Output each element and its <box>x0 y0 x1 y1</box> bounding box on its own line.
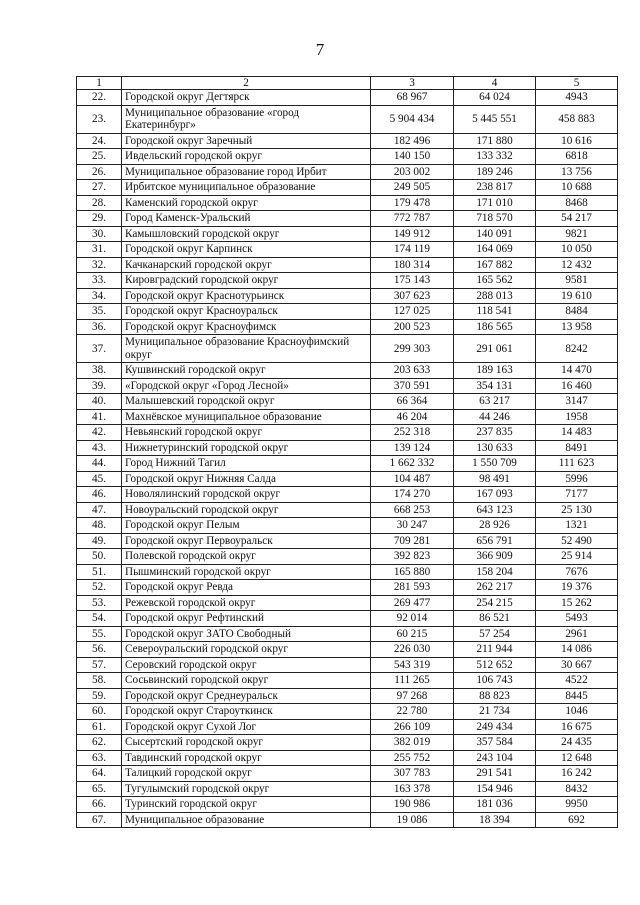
value-col-4: 18 394 <box>454 812 536 828</box>
row-number: 29. <box>77 211 122 227</box>
value-col-4: 189 246 <box>454 164 536 180</box>
value-col-4: 238 817 <box>454 180 536 196</box>
municipality-name: Городской округ Ревда <box>122 580 371 596</box>
table-row <box>77 735 618 751</box>
municipality-name: Ивдельский городской округ <box>122 149 371 165</box>
value-col-5: 9581 <box>536 273 618 289</box>
table-row <box>77 533 618 549</box>
value-col-3: 174 119 <box>371 242 454 258</box>
value-col-5: 1046 <box>536 704 618 720</box>
municipality-name: Городской округ Дегтярск <box>122 90 371 106</box>
municipality-name: Новоуральский городской округ <box>122 502 371 518</box>
row-number: 54. <box>77 611 122 627</box>
value-col-5: 25 130 <box>536 502 618 518</box>
row-number: 55. <box>77 626 122 642</box>
municipality-name: Муниципальное образование город Ирбит <box>122 164 371 180</box>
table-row <box>77 673 618 689</box>
value-col-4: 57 254 <box>454 626 536 642</box>
table-row <box>77 180 618 196</box>
value-col-4: 21 734 <box>454 704 536 720</box>
value-col-4: 154 946 <box>454 781 536 797</box>
value-col-4: 164 069 <box>454 242 536 258</box>
value-col-3: 60 215 <box>371 626 454 642</box>
row-number: 38. <box>77 363 122 379</box>
row-number: 52. <box>77 580 122 596</box>
row-number: 61. <box>77 719 122 735</box>
municipality-name: Новолялинский городской округ <box>122 487 371 503</box>
value-col-4: 1 550 709 <box>454 456 536 472</box>
value-col-3: 190 986 <box>371 797 454 813</box>
value-col-3: 180 314 <box>371 257 454 273</box>
value-col-3: 382 019 <box>371 735 454 751</box>
value-col-5: 8242 <box>536 335 618 363</box>
value-col-3: 139 124 <box>371 440 454 456</box>
table-row <box>77 518 618 534</box>
value-col-4: 643 123 <box>454 502 536 518</box>
value-col-3: 182 496 <box>371 133 454 149</box>
value-col-3: 68 967 <box>371 90 454 106</box>
value-col-4: 140 091 <box>454 226 536 242</box>
value-col-3: 392 823 <box>371 549 454 565</box>
value-col-5: 19 610 <box>536 288 618 304</box>
table-row <box>77 766 618 782</box>
value-col-3: 709 281 <box>371 533 454 549</box>
table-row <box>77 304 618 320</box>
municipality-name: Городской округ Пелым <box>122 518 371 534</box>
value-col-4: 64 024 <box>454 90 536 106</box>
table-row <box>77 704 618 720</box>
value-col-5: 54 217 <box>536 211 618 227</box>
header-cell: 5 <box>536 77 618 90</box>
value-col-3: 255 752 <box>371 750 454 766</box>
header-cell: 4 <box>454 77 536 90</box>
table-row <box>77 288 618 304</box>
value-col-4: 171 880 <box>454 133 536 149</box>
table-row <box>77 211 618 227</box>
value-col-3: 140 150 <box>371 149 454 165</box>
value-col-4: 167 093 <box>454 487 536 503</box>
value-col-4: 254 215 <box>454 595 536 611</box>
row-number: 62. <box>77 735 122 751</box>
row-number: 60. <box>77 704 122 720</box>
value-col-5: 9950 <box>536 797 618 813</box>
row-number: 30. <box>77 226 122 242</box>
value-col-4: 106 743 <box>454 673 536 689</box>
value-col-3: 299 303 <box>371 335 454 363</box>
municipality-name: Городской округ Карпинск <box>122 242 371 258</box>
value-col-3: 104 487 <box>371 471 454 487</box>
value-col-3: 66 364 <box>371 394 454 410</box>
table-row <box>77 105 618 133</box>
value-col-5: 25 914 <box>536 549 618 565</box>
header-cell: 1 <box>77 77 122 90</box>
value-col-5: 8484 <box>536 304 618 320</box>
municipality-name: Камышловский городской округ <box>122 226 371 242</box>
value-col-4: 291 061 <box>454 335 536 363</box>
table-row <box>77 133 618 149</box>
table-row <box>77 363 618 379</box>
municipality-name: Городской округ Рефтинский <box>122 611 371 627</box>
municipality-name: Невьянский городской округ <box>122 425 371 441</box>
row-number: 39. <box>77 378 122 394</box>
table-row <box>77 394 618 410</box>
value-col-4: 88 823 <box>454 688 536 704</box>
value-col-3: 175 143 <box>371 273 454 289</box>
table-row <box>77 502 618 518</box>
value-col-5: 1958 <box>536 409 618 425</box>
municipality-name: Североуральский городской округ <box>122 642 371 658</box>
row-number: 44. <box>77 456 122 472</box>
value-col-5: 9821 <box>536 226 618 242</box>
table-row <box>77 273 618 289</box>
row-number: 24. <box>77 133 122 149</box>
table-row <box>77 409 618 425</box>
value-col-3: 179 478 <box>371 195 454 211</box>
municipality-name: Городской округ Красноуральск <box>122 304 371 320</box>
value-col-4: 5 445 551 <box>454 105 536 133</box>
row-number: 42. <box>77 425 122 441</box>
value-col-4: 44 246 <box>454 409 536 425</box>
value-col-3: 370 591 <box>371 378 454 394</box>
table-row <box>77 257 618 273</box>
value-col-5: 4943 <box>536 90 618 106</box>
municipality-name: Городской округ Среднеуральск <box>122 688 371 704</box>
value-col-3: 127 025 <box>371 304 454 320</box>
value-col-3: 249 505 <box>371 180 454 196</box>
table-row <box>77 149 618 165</box>
row-number: 28. <box>77 195 122 211</box>
value-col-5: 30 667 <box>536 657 618 673</box>
page-number: 7 <box>315 40 325 59</box>
municipality-name: Городской округ Сухой Лог <box>122 719 371 735</box>
value-col-4: 262 217 <box>454 580 536 596</box>
value-col-3: 307 623 <box>371 288 454 304</box>
municipality-name: Муниципальное образование Красноуфимский округ <box>122 335 371 363</box>
value-col-3: 543 319 <box>371 657 454 673</box>
municipality-name: Нижнетуринский городской округ <box>122 440 371 456</box>
municipality-name: Тавдинский городской округ <box>122 750 371 766</box>
value-col-5: 7177 <box>536 487 618 503</box>
municipality-name: Туринский городской округ <box>122 797 371 813</box>
value-col-4: 291 541 <box>454 766 536 782</box>
row-number: 51. <box>77 564 122 580</box>
value-col-4: 167 882 <box>454 257 536 273</box>
row-number: 47. <box>77 502 122 518</box>
municipality-name: Городской округ Заречный <box>122 133 371 149</box>
municipality-name: Режевской городской округ <box>122 595 371 611</box>
row-number: 66. <box>77 797 122 813</box>
value-col-3: 46 204 <box>371 409 454 425</box>
municipality-name: Талицкий городской округ <box>122 766 371 782</box>
municipality-name: Город Нижний Тагил <box>122 456 371 472</box>
value-col-4: 98 491 <box>454 471 536 487</box>
value-col-3: 1 662 332 <box>371 456 454 472</box>
table-row <box>77 657 618 673</box>
value-col-3: 97 268 <box>371 688 454 704</box>
municipality-name: Городской округ Краснотурьинск <box>122 288 371 304</box>
value-col-4: 86 521 <box>454 611 536 627</box>
row-number: 35. <box>77 304 122 320</box>
value-col-5: 7676 <box>536 564 618 580</box>
value-col-3: 269 477 <box>371 595 454 611</box>
row-number: 57. <box>77 657 122 673</box>
municipality-name: Городской округ ЗАТО Свободный <box>122 626 371 642</box>
municipality-name: Ирбитское муниципальное образование <box>122 180 371 196</box>
value-col-4: 656 791 <box>454 533 536 549</box>
table-row <box>77 425 618 441</box>
value-col-3: 165 880 <box>371 564 454 580</box>
header-cell: 3 <box>371 77 454 90</box>
table-row <box>77 564 618 580</box>
table-row <box>77 549 618 565</box>
row-number: 43. <box>77 440 122 456</box>
value-col-5: 14 483 <box>536 425 618 441</box>
value-col-3: 203 002 <box>371 164 454 180</box>
value-col-4: 171 010 <box>454 195 536 211</box>
row-number: 31. <box>77 242 122 258</box>
value-col-5: 16 460 <box>536 378 618 394</box>
table-row <box>77 319 618 335</box>
value-col-5: 16 242 <box>536 766 618 782</box>
municipality-name: Городской округ Первоуральск <box>122 533 371 549</box>
table-row <box>77 750 618 766</box>
value-col-3: 19 086 <box>371 812 454 828</box>
row-number: 27. <box>77 180 122 196</box>
row-number: 34. <box>77 288 122 304</box>
municipality-name: Город Каменск-Уральский <box>122 211 371 227</box>
value-col-5: 8432 <box>536 781 618 797</box>
row-number: 26. <box>77 164 122 180</box>
value-col-5: 13 958 <box>536 319 618 335</box>
value-col-4: 357 584 <box>454 735 536 751</box>
table-row <box>77 242 618 258</box>
row-number: 59. <box>77 688 122 704</box>
value-col-3: 266 109 <box>371 719 454 735</box>
value-col-3: 203 633 <box>371 363 454 379</box>
value-col-4: 718 570 <box>454 211 536 227</box>
row-number: 67. <box>77 812 122 828</box>
value-col-3: 92 014 <box>371 611 454 627</box>
row-number: 58. <box>77 673 122 689</box>
row-number: 63. <box>77 750 122 766</box>
row-number: 46. <box>77 487 122 503</box>
value-col-5: 52 490 <box>536 533 618 549</box>
municipality-name: Муниципальное образование «город Екатеринбург» <box>122 105 371 133</box>
table-row <box>77 226 618 242</box>
municipality-name: Кушвинский городской округ <box>122 363 371 379</box>
table-row <box>77 335 618 363</box>
value-col-5: 10 688 <box>536 180 618 196</box>
municipality-name: Муниципальное образование <box>122 812 371 828</box>
value-col-3: 200 523 <box>371 319 454 335</box>
table-row <box>77 90 618 106</box>
value-col-5: 6818 <box>536 149 618 165</box>
value-col-3: 772 787 <box>371 211 454 227</box>
value-col-3: 30 247 <box>371 518 454 534</box>
value-col-5: 111 623 <box>536 456 618 472</box>
value-col-4: 366 909 <box>454 549 536 565</box>
table-row <box>77 797 618 813</box>
municipality-name: Городской округ Красноуфимск <box>122 319 371 335</box>
value-col-5: 5996 <box>536 471 618 487</box>
value-col-5: 10 050 <box>536 242 618 258</box>
table-row <box>77 719 618 735</box>
value-col-4: 130 633 <box>454 440 536 456</box>
value-col-4: 181 036 <box>454 797 536 813</box>
municipality-name: Махнёвское муниципальное образование <box>122 409 371 425</box>
value-col-4: 133 332 <box>454 149 536 165</box>
municipality-name: «Городской округ «Город Лесной» <box>122 378 371 394</box>
value-col-5: 12 648 <box>536 750 618 766</box>
table-row <box>77 487 618 503</box>
municipality-name: Сысертский городской округ <box>122 735 371 751</box>
row-number: 23. <box>77 105 122 133</box>
row-number: 50. <box>77 549 122 565</box>
row-number: 22. <box>77 90 122 106</box>
value-col-3: 281 593 <box>371 580 454 596</box>
row-number: 36. <box>77 319 122 335</box>
value-col-4: 63 217 <box>454 394 536 410</box>
row-number: 33. <box>77 273 122 289</box>
value-col-5: 458 883 <box>536 105 618 133</box>
value-col-4: 186 565 <box>454 319 536 335</box>
table-row <box>77 378 618 394</box>
value-col-3: 307 783 <box>371 766 454 782</box>
header-cell: 2 <box>122 77 371 90</box>
table-row <box>77 611 618 627</box>
value-col-4: 249 434 <box>454 719 536 735</box>
value-col-4: 237 835 <box>454 425 536 441</box>
value-col-5: 16 675 <box>536 719 618 735</box>
data-table <box>76 76 618 828</box>
value-col-3: 174 270 <box>371 487 454 503</box>
value-col-5: 8445 <box>536 688 618 704</box>
value-col-5: 5493 <box>536 611 618 627</box>
row-number: 64. <box>77 766 122 782</box>
row-number: 56. <box>77 642 122 658</box>
value-col-4: 354 131 <box>454 378 536 394</box>
value-col-5: 8491 <box>536 440 618 456</box>
row-number: 53. <box>77 595 122 611</box>
table-row <box>77 626 618 642</box>
municipality-name: Сосьвинский городской округ <box>122 673 371 689</box>
municipality-name: Малышевский городской округ <box>122 394 371 410</box>
value-col-3: 668 253 <box>371 502 454 518</box>
table-row <box>77 195 618 211</box>
value-col-5: 24 435 <box>536 735 618 751</box>
value-col-3: 5 904 434 <box>371 105 454 133</box>
value-col-3: 163 378 <box>371 781 454 797</box>
value-col-3: 22 780 <box>371 704 454 720</box>
table-row <box>77 456 618 472</box>
value-col-4: 165 562 <box>454 273 536 289</box>
value-col-5: 2961 <box>536 626 618 642</box>
row-number: 41. <box>77 409 122 425</box>
municipality-name: Кировградский городской округ <box>122 273 371 289</box>
value-col-4: 211 944 <box>454 642 536 658</box>
table-header-row <box>77 77 618 90</box>
row-number: 49. <box>77 533 122 549</box>
table-row <box>77 595 618 611</box>
table-row <box>77 471 618 487</box>
value-col-5: 19 376 <box>536 580 618 596</box>
municipality-name: Пышминский городской округ <box>122 564 371 580</box>
table-row <box>77 642 618 658</box>
value-col-3: 252 318 <box>371 425 454 441</box>
municipality-name: Городской округ Нижняя Салда <box>122 471 371 487</box>
municipality-name: Городской округ Староуткинск <box>122 704 371 720</box>
value-col-4: 28 926 <box>454 518 536 534</box>
value-col-5: 12 432 <box>536 257 618 273</box>
value-col-3: 226 030 <box>371 642 454 658</box>
table-row <box>77 812 618 828</box>
municipality-name: Полевской городской округ <box>122 549 371 565</box>
value-col-5: 10 616 <box>536 133 618 149</box>
value-col-3: 111 265 <box>371 673 454 689</box>
row-number: 48. <box>77 518 122 534</box>
municipality-name: Каменский городской округ <box>122 195 371 211</box>
row-number: 32. <box>77 257 122 273</box>
value-col-5: 1321 <box>536 518 618 534</box>
table-row <box>77 440 618 456</box>
value-col-5: 4522 <box>536 673 618 689</box>
municipality-name: Тугулымский городской округ <box>122 781 371 797</box>
table-row <box>77 781 618 797</box>
row-number: 40. <box>77 394 122 410</box>
row-number: 25. <box>77 149 122 165</box>
row-number: 37. <box>77 335 122 363</box>
table-row <box>77 580 618 596</box>
value-col-5: 8468 <box>536 195 618 211</box>
value-col-5: 14 086 <box>536 642 618 658</box>
value-col-3: 149 912 <box>371 226 454 242</box>
value-col-5: 15 262 <box>536 595 618 611</box>
value-col-5: 14 470 <box>536 363 618 379</box>
value-col-5: 692 <box>536 812 618 828</box>
value-col-5: 3147 <box>536 394 618 410</box>
value-col-4: 189 163 <box>454 363 536 379</box>
value-col-4: 158 204 <box>454 564 536 580</box>
table-row <box>77 688 618 704</box>
table-row <box>77 164 618 180</box>
value-col-4: 288 013 <box>454 288 536 304</box>
row-number: 45. <box>77 471 122 487</box>
value-col-5: 13 756 <box>536 164 618 180</box>
value-col-4: 512 652 <box>454 657 536 673</box>
municipality-name: Качканарский городской округ <box>122 257 371 273</box>
row-number: 65. <box>77 781 122 797</box>
value-col-4: 243 104 <box>454 750 536 766</box>
municipality-name: Серовский городской округ <box>122 657 371 673</box>
value-col-4: 118 541 <box>454 304 536 320</box>
